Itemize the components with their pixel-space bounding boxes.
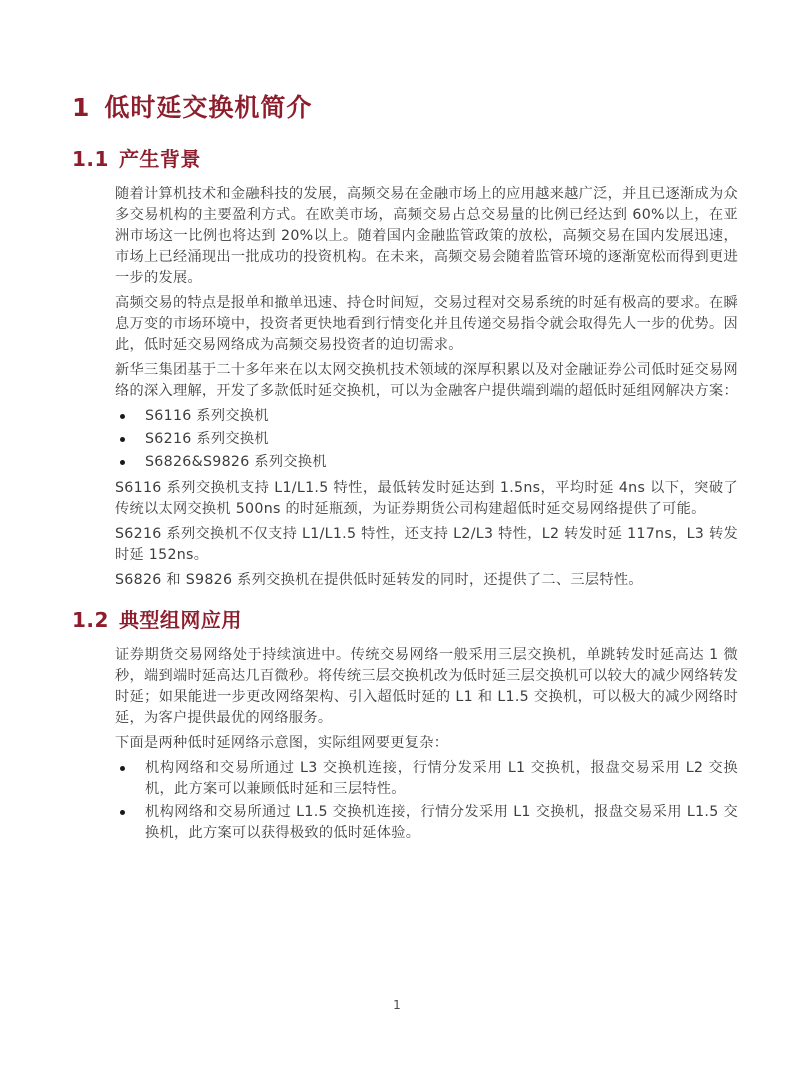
list-item-s6116 — [115, 406, 738, 427]
list-item-label: S6826&S9826 系列交换机 — [145, 454, 327, 470]
section-title: 典型组网应用 — [118, 608, 242, 632]
list-item-label: 机构网络和交易所通过 L1.5 交换机连接，行情分发采用 L1 交换机，报盘交易采用 L1.5 交换机，此方案可以获得极致的低时延体验。 — [145, 804, 738, 841]
chapter-heading — [72, 92, 738, 124]
paragraph-s6216-detail: S6216 系列交换机不仅支持 L1/L1.5 特性，还支持 L2/L3 特性，L2 转发时延 117ns，L3 转发时延 152ns。 — [115, 526, 738, 563]
section-typical-networking — [72, 607, 738, 844]
paragraph-s6116-detail: S6116 系列交换机支持 L1/L1.5 特性，最低转发时延达到 1.5ns，平均时延 4ns 以下，突破了传统以太网交换机 500ns 的时延瓶颈，为证券期货公司构建超低时延交易网络提供了可能。 — [115, 480, 738, 517]
section-heading-1-2 — [72, 607, 738, 633]
page-number: 1 — [393, 998, 401, 1012]
paragraph-diagram-intro: 下面是两种低时延网络示意图，实际组网要更复杂： — [115, 735, 449, 751]
paragraph-hft-latency-need: 高频交易的特点是报单和撤单迅速、持仓时间短，交易过程对交易系统的时延有极高的要求。在瞬息万变的市场环境中，投资者更快地看到行情变化并且传递交易指令就会取得先人一步的优势。因此，低时延交易网络成为高频交易投资者的迫切需求。 — [115, 295, 738, 353]
list-item-s6216 — [115, 429, 738, 450]
list-item-l1-5-scheme — [115, 802, 738, 844]
bullet-dot-icon — [120, 414, 125, 419]
network-scheme-list — [115, 758, 738, 844]
list-item-label: S6116 系列交换机 — [145, 408, 269, 424]
section-body — [115, 184, 738, 591]
list-item-s6826-s9826 — [115, 452, 738, 473]
section-background — [72, 146, 738, 591]
section-body — [115, 645, 738, 844]
section-number: 1.1 — [72, 147, 109, 171]
bullet-dot-icon — [120, 437, 125, 442]
bullet-dot-icon — [120, 766, 125, 771]
chapter-title: 低时延交换机简介 — [104, 93, 313, 122]
chapter-number: 1 — [72, 93, 91, 122]
switch-series-list — [115, 406, 738, 473]
bullet-dot-icon — [120, 460, 125, 465]
paragraph-s6826-detail: S6826 和 S9826 系列交换机在提供低时延转发的同时，还提供了二、三层特性。 — [115, 572, 643, 588]
section-heading-1-1 — [72, 146, 738, 172]
paragraph-network-evolution: 证券期货交易网络处于持续演进中。传统交易网络一般采用三层交换机，单跳转发时延高达 1 微秒，端到端时延高达几百微秒。将传统三层交换机改为低时延三层交换机可以较大的减少网络转发时延；如果能进一步更改网络架构、引入超低时延的 L1 和 L1.5 交换机，可以极大的减少网络时延，为客户提供最优的网络服务。 — [115, 647, 738, 726]
section-title: 产生背景 — [118, 147, 201, 171]
list-item-l3-scheme — [115, 758, 738, 800]
paragraph-h3c-solutions: 新华三集团基于二十多年来在以太网交换机技术领域的深厚积累以及对金融证券公司低时延交易网络的深入理解，开发了多款低时延交换机，可以为金融客户提供端到端的超低时延组网解决方案： — [115, 362, 738, 399]
section-number: 1.2 — [72, 608, 109, 632]
list-item-label: 机构网络和交易所通过 L3 交换机连接，行情分发采用 L1 交换机，报盘交易采用 L2 交换机，此方案可以兼顾低时延和三层特性。 — [145, 760, 738, 797]
list-item-label: S6216 系列交换机 — [145, 431, 269, 447]
paragraph-hft-growth: 随着计算机技术和金融科技的发展，高频交易在金融市场上的应用越来越广泛，并且已逐渐成为众多交易机构的主要盈利方式。在欧美市场，高频交易占总交易量的比例已经达到 60%以上，在亚洲市场这一比例也将达到 20%以上。随着国内金融监管政策的放松，高频交易在国内发展迅速，市场上已经涌现出一批成功的投资机构。在未来，高频交易会随着监管环境的逐渐宽松而得到更进一步的发展。 — [115, 186, 738, 286]
bullet-dot-icon — [120, 810, 125, 815]
